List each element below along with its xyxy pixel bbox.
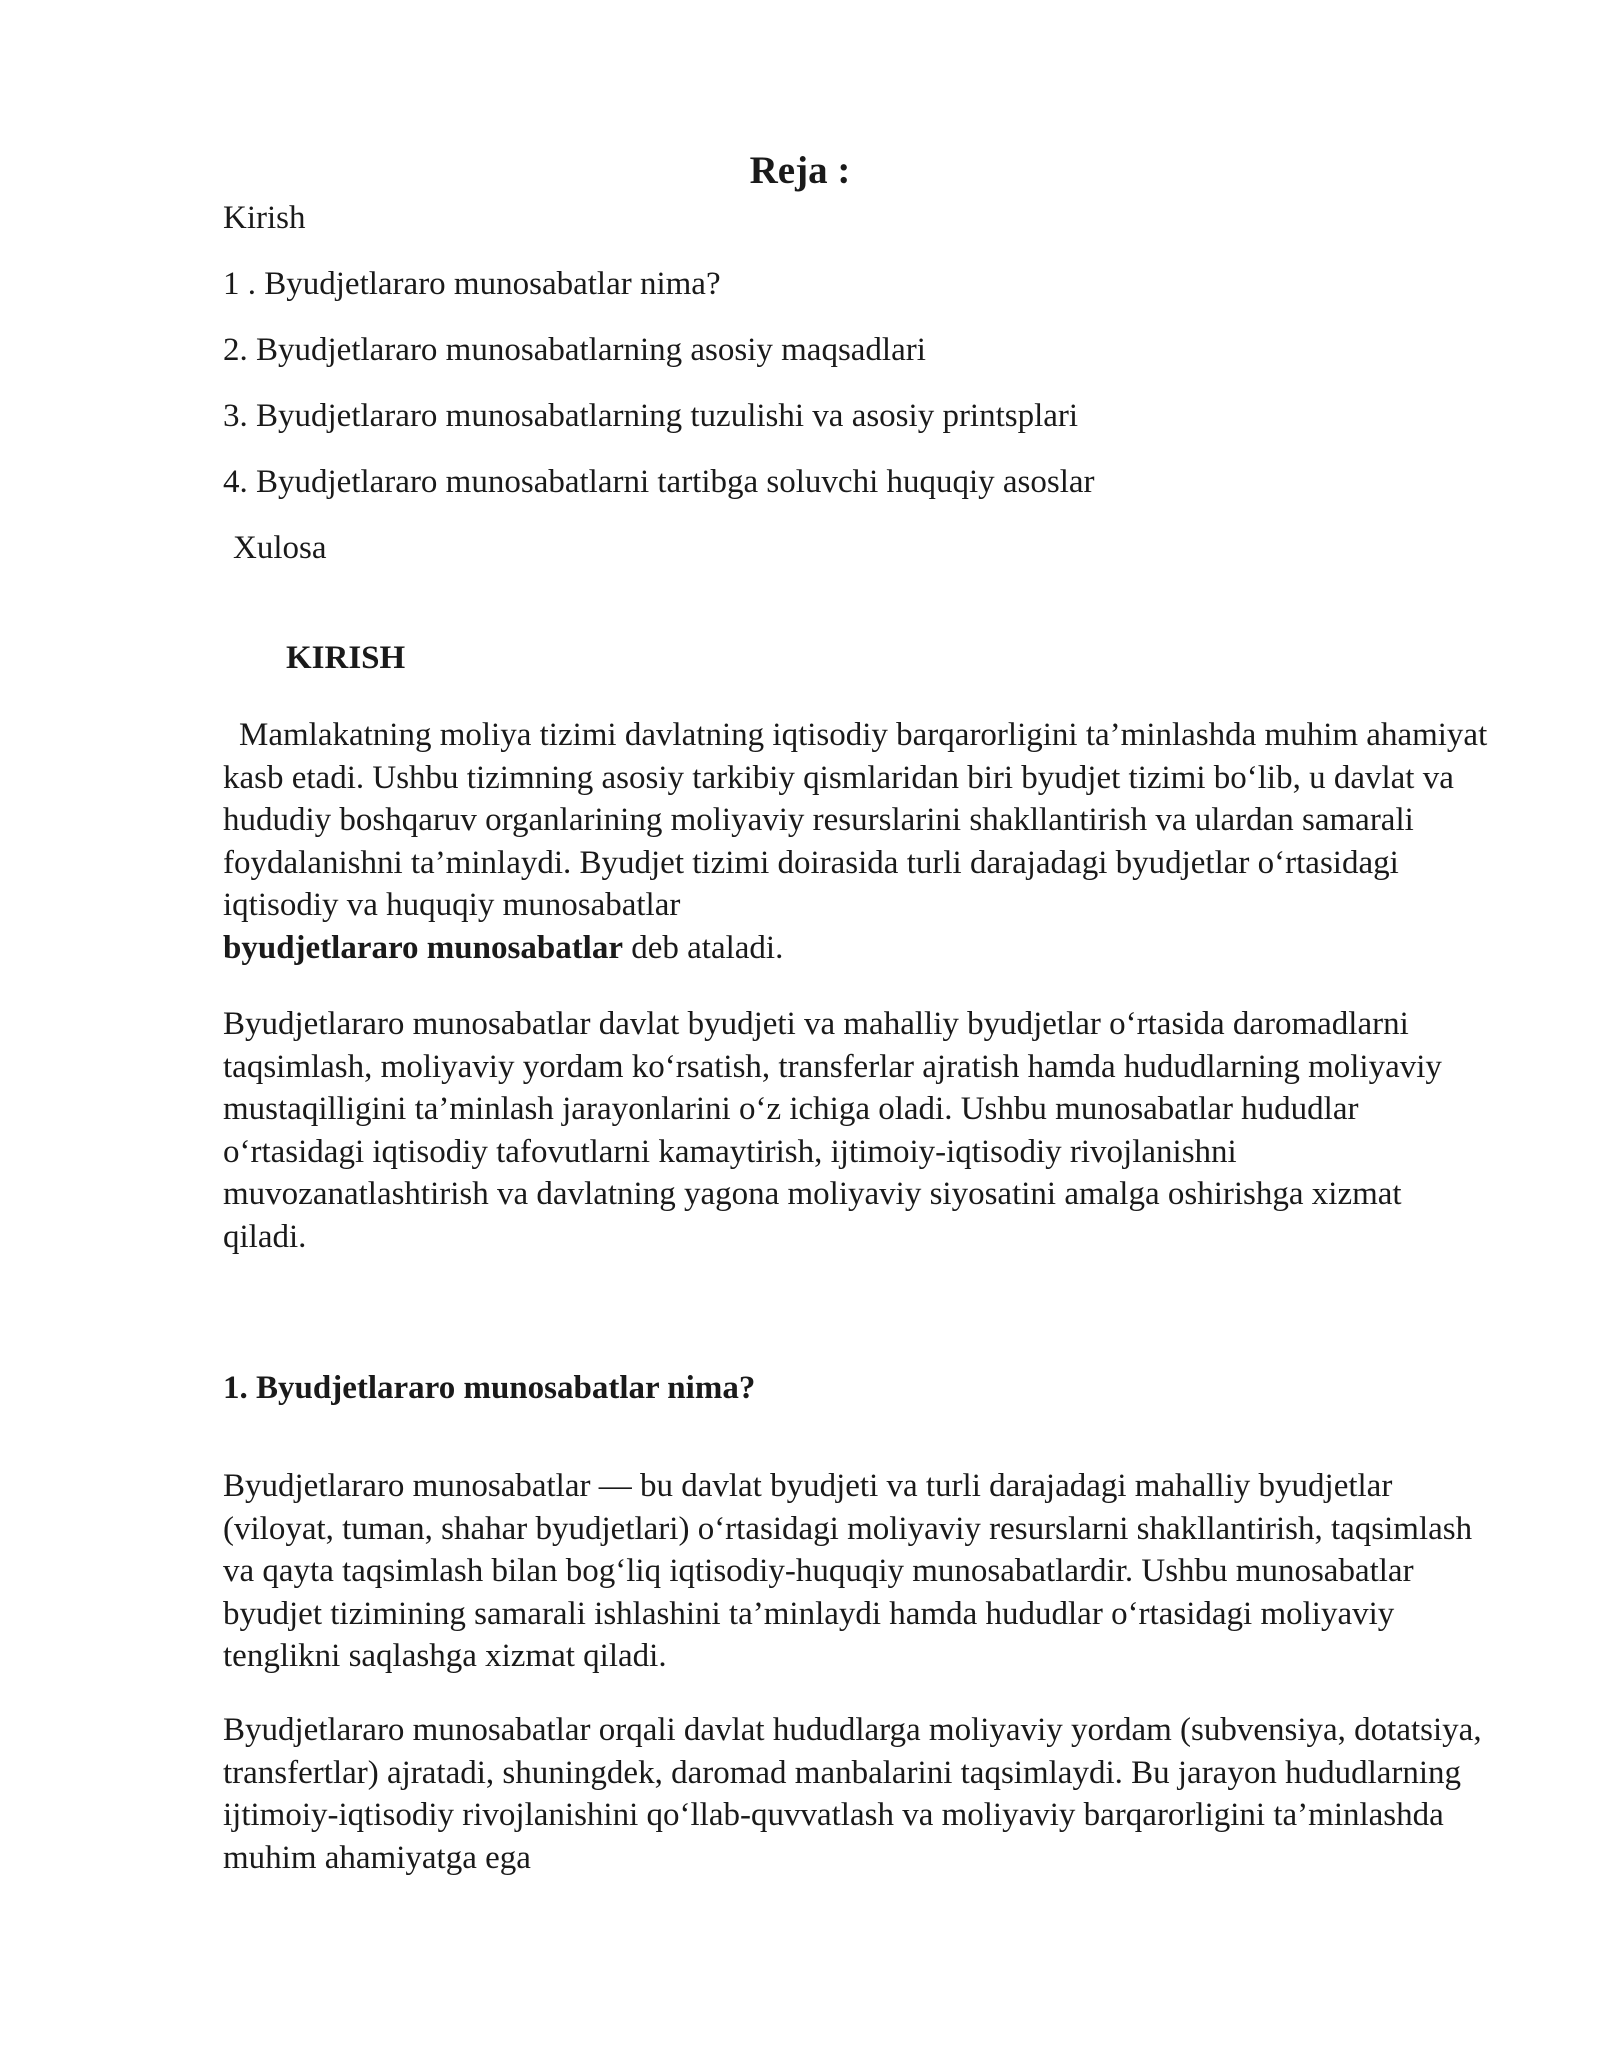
section-1-paragraph-2: Byudjetlararo munosabatlar orqali davlat hududlarga moliyaviy yordam (subvensiya, dotatsiya, transfertlar) ajratadi, shuningdek, daromad manbalarini taqsimlaydi. Bu jarayon hududlarning ijtimoiy-iqtisodiy rivojlanishini qo‘llab-quvvatlash va moliyaviy barqarorligini ta’minlashda muhim ahamiyatga ega <box>223 1712 1482 1876</box>
plan-item-3: 3. Byudjetlararo munosabatlarning tuzulishi va asosiy printsplari <box>223 398 1079 434</box>
plan-item-conclusion: Xulosa <box>233 530 327 566</box>
plan-item-1: 1 . Byudjetlararo munosabatlar nima? <box>223 266 721 302</box>
section-1-heading: 1. Byudjetlararo munosabatlar nima? <box>223 1370 756 1406</box>
intro-heading: KIRISH <box>286 640 406 676</box>
intro-paragraph-1 <box>223 714 1493 969</box>
intro-paragraph-1-text: Mamlakatning moliya tizimi davlatning iqtisodiy barqarorligini ta’minlashda muhim ahamiyat kasb etadi. Ushbu tizimning asosiy tarkibiy qismlaridan biri byudjet tizimi bo‘lib, u davlat va hududiy boshqaruv organlarining moliyaviy resurslarini shakllantirish va ulardan samarali foydalanishni ta’minlaydi. Byudjet tizimi doirasida turli darajadagi byudjetlar o‘rtasidagi iqtisodiy va huquqiy munosabatlar <box>223 717 1488 923</box>
intro-paragraph-1-bold-term: byudjetlararo munosabatlar <box>223 929 623 966</box>
plan-item-2: 2. Byudjetlararo munosabatlarning asosiy maqsadlari <box>223 332 926 368</box>
intro-paragraph-2: Byudjetlararo munosabatlar davlat byudjeti va mahalliy byudjetlar o‘rtasida daromadlarni taqsimlash, moliyaviy yordam ko‘rsatish, transferlar ajratish hamda hududlarning moliyaviy mustaqilligini ta’minlash jarayonlarini o‘z ichiga oladi. Ushbu munosabatlar hududlar o‘rtasidagi iqtisodiy tafovutlarni kamaytirish, ijtimoiy-iqtisodiy rivojlanishni muvozanatlashtirish va davlatning yagona moliyaviy siyosatini amalga oshirishga xizmat qiladi. <box>223 1006 1442 1255</box>
plan-item-4: 4. Byudjetlararo munosabatlarni tartibga soluvchi huquqiy asoslar <box>223 464 1095 500</box>
plan-title: Reja : <box>749 149 851 192</box>
plan-item-intro: Kirish <box>223 200 306 236</box>
section-1-paragraph-1: Byudjetlararo munosabatlar — bu davlat byudjeti va turli darajadagi mahalliy byudjetlar (viloyat, tuman, shahar byudjetlari) o‘rtasidagi moliyaviy resurslarni shakllantirish, taqsimlash va qayta taqsimlash bilan bog‘liq iqtisodiy-huquqiy munosabatlardir. Ushbu munosabatlar byudjet tizimining samarali ishlashini ta’minlaydi hamda hududlar o‘rtasidagi moliyaviy tenglikni saqlashga xizmat qiladi. <box>223 1468 1473 1674</box>
intro-paragraph-1-tail: deb ataladi. <box>631 929 784 966</box>
